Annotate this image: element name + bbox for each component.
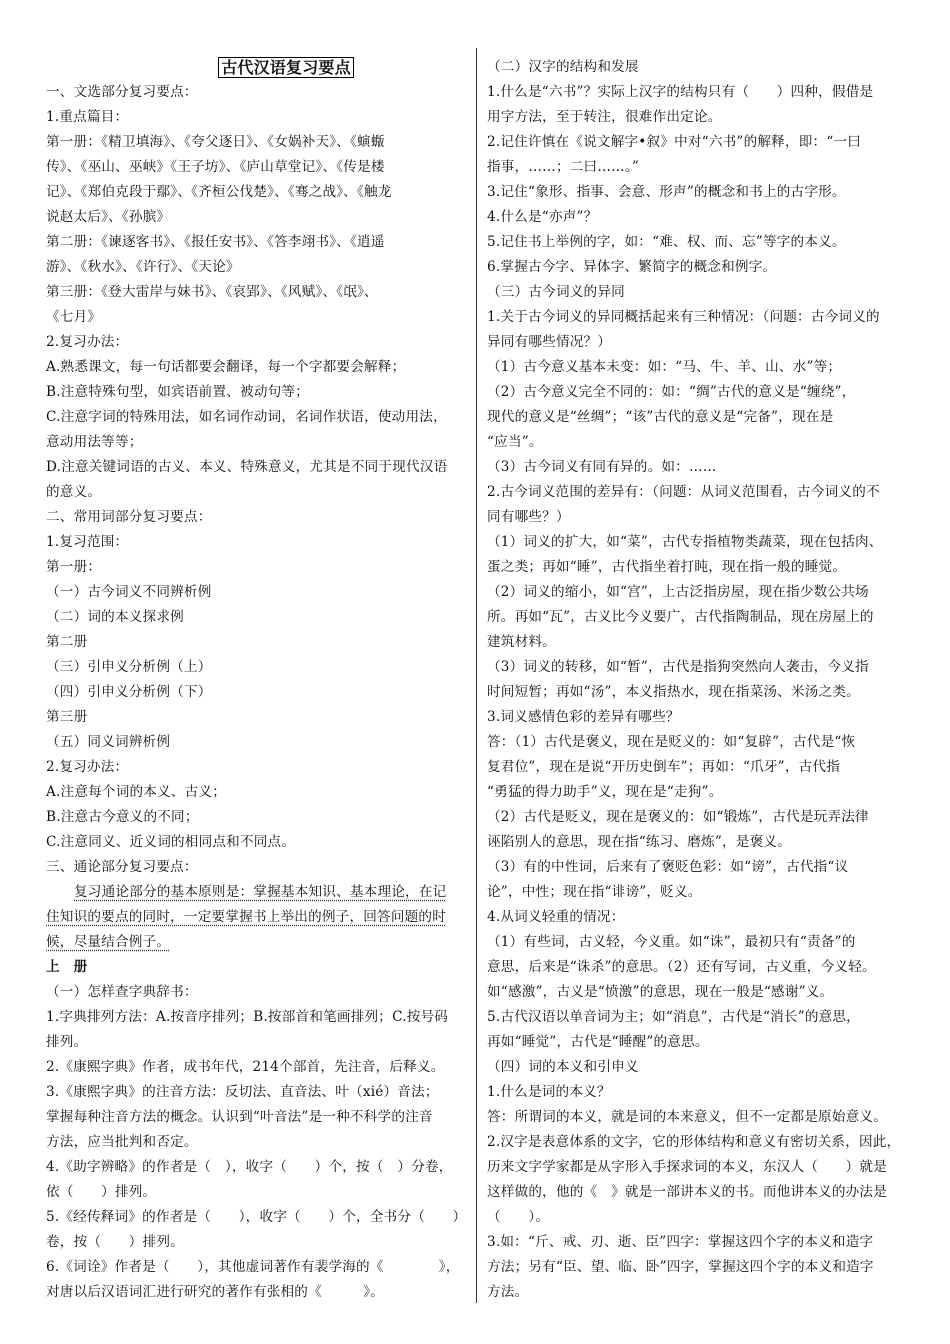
text-line: 意思，后来是“诛杀”的意思。（2）还有写词，古义重，今义轻。 bbox=[487, 959, 876, 975]
text-line: 2.汉字是表意体系的文字，它的形体结构和意义有密切关系，因此， bbox=[487, 1134, 901, 1150]
text-line: A.熟悉课文，每一句话都要会翻译，每一个字都要会解释； bbox=[46, 359, 406, 375]
text-line: 指事，……；二曰……。” bbox=[487, 159, 640, 175]
text-line: 掌握每种注音方法的概念。认识到“叶音法”是一种不科学的注音 bbox=[46, 1109, 433, 1125]
text-line: 意动用法等等； bbox=[46, 434, 143, 450]
text-line: “勇猛的得力助手”义，现在是“走狗”。 bbox=[487, 784, 723, 800]
text-line: （ ）。 bbox=[487, 1209, 550, 1225]
text-line: 二、常用词部分复习要点： bbox=[46, 509, 212, 525]
text-line: 3.词义感情色彩的差异有哪些？ bbox=[487, 709, 680, 725]
text-line: 2.古今词义范围的差异有：（问题：从词义范围看，古今词义的不 bbox=[487, 484, 880, 500]
text-line: （3）有的中性词，后来有了褒贬色彩：如“谤”，古代指“议 bbox=[487, 859, 849, 875]
text-line: 6.《词诠》作者是（ ），其他虚词著作有裴学海的《 》， bbox=[46, 1259, 460, 1275]
text-line: 依（ ）排列。 bbox=[46, 1184, 157, 1200]
text-line: A.注意每个词的本义、古义； bbox=[46, 784, 227, 800]
text-line: 复君位”，现在是说“开历史倒车”；再如：“爪牙”，古代指 bbox=[487, 759, 841, 775]
text-line: 对唐以后汉语词汇进行研究的著作有张相的《 》。 bbox=[46, 1284, 385, 1300]
text-line: 1.什么是词的本义？ bbox=[487, 1084, 611, 1100]
text-line: （二）词的本义探求例 bbox=[46, 609, 184, 625]
text-line: 4.《助字辨略》的作者是（ ），收字（ ）个，按（ ）分卷， bbox=[46, 1159, 453, 1175]
text-line: 游》、《秋水》、《许行》、《天论》 bbox=[46, 259, 240, 275]
text-line: （2）词义的缩小，如“宫”，上古泛指房屋，现在指少数公共场 bbox=[487, 584, 869, 600]
text-line: 建筑材料。 bbox=[487, 634, 556, 650]
text-line: 一、文选部分复习要点： bbox=[46, 84, 198, 100]
text-line: 3.《康熙字典》的注音方法：反切法、直音法、叶（xié）音法； bbox=[46, 1084, 439, 1100]
text-line: 5.古代汉语以单音词为主；如“消息”，古代是“消长”的意思， bbox=[487, 1009, 861, 1025]
text-line: 方法。 bbox=[487, 1284, 529, 1300]
text-line: 《七月》 bbox=[46, 309, 102, 325]
text-line: 异同有哪些情况？） bbox=[487, 334, 612, 350]
text-line: 第一册： bbox=[46, 559, 102, 575]
text-line: （五）同义词辨析例 bbox=[46, 734, 171, 750]
text-line: （3）词义的转移，如“暂”，古代是指狗突然向人袭击，今义指 bbox=[487, 659, 869, 675]
text-line: 2.复习办法： bbox=[46, 759, 129, 775]
text-line: （1）词义的扩大，如“菜”，古代专指植物类蔬菜，现在包括肉、 bbox=[487, 534, 883, 550]
text-line: 同有哪些？） bbox=[487, 509, 570, 525]
section-heading: 上 册 bbox=[46, 959, 88, 975]
text-line: （一）古今词义不同辨析例 bbox=[46, 584, 212, 600]
text-line: （一）怎样查字典辞书： bbox=[46, 984, 198, 1000]
text-line: 3.如：“斤、戒、刃、逝、臣”四字：掌握这四个字的本义和造字 bbox=[487, 1234, 874, 1250]
text-line: 1.复习范围： bbox=[46, 534, 129, 550]
text-line: 第二册：《谏逐客书》、《报任安书》、《答李翊书》、《逍遥 bbox=[46, 234, 385, 250]
text-line: 历来文字学家都是从字形入手探求词的本义，东汉人（ ）就是 bbox=[487, 1159, 888, 1175]
text-line: 第三册 bbox=[46, 709, 88, 725]
text-line: （2）古代是贬义，现在是褒义的：如“锻炼”，古代是玩弄法律 bbox=[487, 809, 869, 825]
text-line: 用字方法，至于转注，很难作出定论。 bbox=[487, 109, 722, 125]
text-line: 说赵太后》、《孙膑》 bbox=[46, 209, 171, 225]
text-line: 3.记住“象形、指事、会意、形声”的概念和书上的古字形。 bbox=[487, 184, 846, 200]
text-line: （1）有些词，古义轻，今义重。如“诛”，最初只有“责备”的 bbox=[487, 934, 856, 950]
text-line: C.注意字词的特殊用法，如名词作动词，名词作状语，使动用法， bbox=[46, 409, 447, 425]
text-line: 的意义。 bbox=[46, 484, 102, 500]
text-line: 第三册：《登大雷岸与妹书》、《哀郢》、《风赋》、《氓》、 bbox=[46, 284, 378, 300]
text-line: 方法，应当批判和否定。 bbox=[46, 1134, 198, 1150]
text-line: 1.什么是“六书”？实际上汉字的结构只有（ ）四种，假借是 bbox=[487, 84, 874, 100]
text-line: 2.《康熙字典》作者，成书年代，214个部首，先注音，后释义。 bbox=[46, 1059, 445, 1075]
text-line: 记》、《郑伯克段于鄢》、《齐桓公伐楚》、《骞之战》、《触龙 bbox=[46, 184, 392, 200]
text-line: 1.关于古今词义的异同概括起来有三种情况：（问题：古今词义的 bbox=[487, 309, 880, 325]
text-line: 4.从词义轻重的情况： bbox=[487, 909, 625, 925]
text-line: 传》、《巫山、巫峡》《王子坊》、《庐山草堂记》、《传是楼 bbox=[46, 159, 385, 175]
right-column bbox=[487, 55, 907, 1305]
text-line: （3）古今词义有同有异的。如：…… bbox=[487, 459, 717, 475]
text-line: 答：（1）古代是褒义，现在是贬义的：如“复辟”，古代是“恢 bbox=[487, 734, 856, 750]
text-line bbox=[46, 930, 466, 955]
text-line: 蛋之类；再如“睡”，古代指坐着打盹，现在指一般的睡觉。 bbox=[487, 559, 847, 575]
text-line: 三、通论部分复习要点： bbox=[46, 859, 198, 875]
text-line: （四）词的本义和引申义 bbox=[487, 1059, 639, 1075]
text-line: 现代的意义是“丝绸”；“该”古代的意义是“完备”，现在是 bbox=[487, 409, 834, 425]
text-line: D.注意关键词语的古义、本义、特殊意义，尤其是不同于现代汉语 bbox=[46, 459, 448, 475]
text-line: 5.记住书上举例的字，如：“难、权、而、忘”等字的本义。 bbox=[487, 234, 846, 250]
text-line: 卷，按（ ）排列。 bbox=[46, 1234, 184, 1250]
text-line: 如“感激”，古义是“愤激”的意思，现在一般是“感谢”义。 bbox=[487, 984, 834, 1000]
text-line: “应当”。 bbox=[487, 434, 543, 450]
column-divider bbox=[476, 48, 477, 1303]
document-title: 古代汉语复习要点 bbox=[218, 57, 354, 78]
text-line: 1.字典排列方法：A.按音序排列；B.按部首和笔画排列；C.按号码 bbox=[46, 1009, 449, 1025]
text-line: B.注意特殊句型，如宾语前置、被动句等； bbox=[46, 384, 309, 400]
text-line: 住知识的要点的同时，一定要掌握书上举出的例子，回答问题的时 bbox=[46, 909, 447, 925]
text-line: 所。再如“瓦”，古义比今义要广，古代指陶制品，现在房屋上的 bbox=[487, 609, 874, 625]
text-line: B.注意古今意义的不同； bbox=[46, 809, 199, 825]
text-line: 再如“睡觉”，古代是“睡醒”的意思。 bbox=[487, 1034, 709, 1050]
text-line: 答：所谓词的本义，就是词的本来意义，但不一定都是原始意义。 bbox=[487, 1109, 888, 1125]
text-line: 论”，中性；现在指“诽谤”，贬义。 bbox=[487, 884, 702, 900]
text-line: 1.重点篇目： bbox=[46, 109, 129, 125]
text-line: （1）古今意义基本未变：如：“马、牛、羊、山、水”等； bbox=[487, 359, 842, 375]
left-column bbox=[46, 55, 466, 1305]
text-line: 4.什么是“亦声”？ bbox=[487, 209, 598, 225]
text-line: （四）引申义分析例（下） bbox=[46, 684, 212, 700]
text-line: 时间短暂；再如“汤”，本义指热水，现在指菜汤、米汤之类。 bbox=[487, 684, 860, 700]
text-line: （三）古今词义的异同 bbox=[487, 284, 625, 300]
text-line: C.注意同义、近义词的相同点和不同点。 bbox=[46, 834, 296, 850]
text-line: 第一册：《精卫填海》、《夸父逐日》、《女娲补天》、《螾蝂 bbox=[46, 134, 385, 150]
text-line: 5.《经传释词》的作者是（ ），收字（ ）个，全书分（ ） bbox=[46, 1209, 467, 1225]
text-line: 2.记住许慎在《说文解字•叙》中对“六书”的解释，即：“一曰 bbox=[487, 134, 862, 150]
text-line: （三）引申义分析例（上） bbox=[46, 659, 212, 675]
text-line: 6.掌握古今字、异体字、繁简字的概念和例字。 bbox=[487, 259, 777, 275]
text-line: 诬陷别人的意思，现在指“练习、磨炼”，是褒义。 bbox=[487, 834, 791, 850]
text-line: 2.复习办法： bbox=[46, 334, 129, 350]
title-line bbox=[106, 55, 466, 80]
text-line: （二）汉字的结构和发展 bbox=[487, 59, 639, 75]
text-line: 这样做的，他的《 》就是一部讲本义的书。而他讲本义的办法是 bbox=[487, 1184, 888, 1200]
text-line: 第二册 bbox=[46, 634, 88, 650]
text-line-end: 候，尽量结合例子。 bbox=[46, 934, 171, 950]
text-line: 复习通论部分的基本原则是：掌握基本知识、基本理论，在记 bbox=[74, 884, 447, 900]
text-line: 排列。 bbox=[46, 1034, 88, 1050]
text-line: （2）古今意义完全不同的：如：“绸”古代的意义是“缠绕”， bbox=[487, 384, 856, 400]
text-line: 方法；另有“臣、望、临、卧”四字，掌握这四个字的本义和造字 bbox=[487, 1259, 874, 1275]
